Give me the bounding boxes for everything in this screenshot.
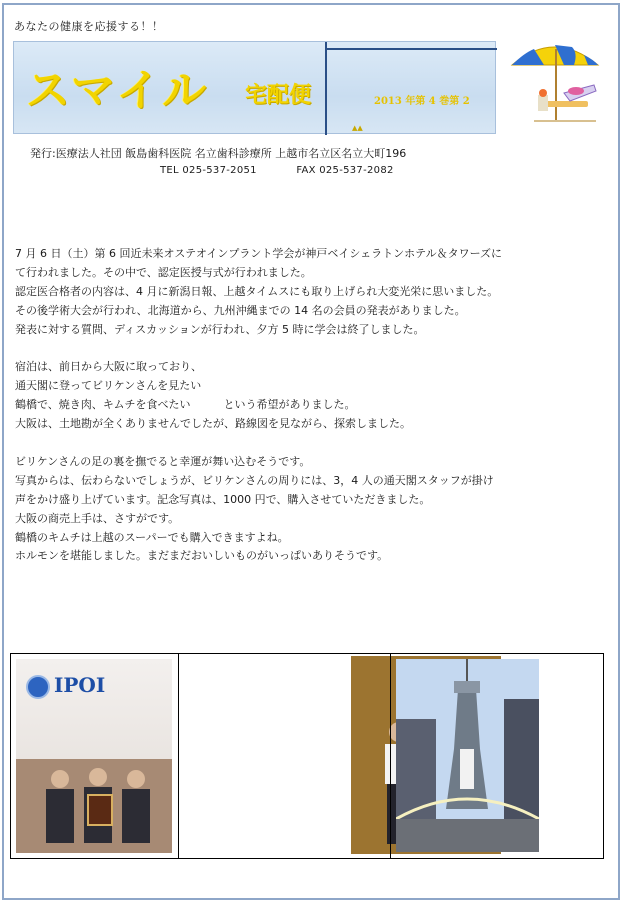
tagline: あなたの健康を応援する！！ (14, 20, 164, 33)
fax-number: FAX 025-537-2082 (296, 165, 394, 176)
publisher-line: 発行:医療法人社団 飯島歯科医院 名立歯科診療所 上越市名立区名立大町196 (30, 147, 407, 160)
tel-number: TEL 025-537-2051 (160, 165, 257, 176)
article-line: 写真からは、伝わらないでしょうが、ビリケンさんの周りには、3，4 人の通天閣スタッフが掛け (15, 473, 494, 487)
article-line: ホルモンを堪能しました。まだまだおいしいものがいっぱいありそうです。 (15, 549, 389, 563)
article-line: 認定医合格者の内容は、4 月に新潟日報、上越タイムスにも取り上げられ大変光栄に思いました。 (15, 284, 499, 298)
article-body (15, 245, 611, 566)
tsutenkaku-tower-photo (396, 659, 539, 852)
banner-horizontal-rule (327, 48, 497, 50)
beach-umbrella-illustration (504, 35, 604, 130)
issue-number: 2013 年第 4 巻第 2 (374, 96, 470, 107)
award-people-illustration (16, 659, 172, 853)
article-line: 宿泊は、前日から大阪に取っており、 (15, 360, 202, 374)
article-line: 発表に対する質問、ディスカッションが行われ、夕方 5 時に学会は終了しました。 (15, 322, 425, 336)
article-line: て行われました。その中で、認定医授与式が行われました。 (15, 265, 312, 279)
article-line: 大阪の商売上手は、さすがです。 (15, 511, 180, 525)
banner-mark: ▲▲ (352, 124, 363, 132)
paragraph-gap (15, 434, 611, 453)
article-line: ビリケンさんの足の裏を撫でると幸運が舞い込むそうです。 (15, 454, 311, 468)
photo-cell-tsutenkaku (390, 654, 603, 858)
article-line: その後学術大会が行われ、北海道から、九州沖縄までの 14 名の会員の発表がありました。 (15, 303, 466, 317)
masthead-banner (13, 41, 496, 134)
ipoi-logo: IPOI (26, 673, 105, 699)
article-line: 通天閣に登ってビリケンさんを見たい (15, 379, 202, 393)
newsletter-title: スマイル (26, 65, 209, 116)
photo-cell-award (11, 654, 178, 858)
newsletter-subtitle: 宅配便 (245, 83, 312, 108)
contact-info (160, 165, 430, 176)
article-line: 声をかけ盛り上げています。記念写真は、1000 円で、購入させていただきました。 (15, 492, 431, 506)
award-ceremony-photo (16, 659, 172, 853)
article-line: 7 月 6 日（土）第 6 回近未来オステオインプラント学会が神戸ベイシェラトンホテル＆タワーズに (15, 247, 503, 260)
photo-table (10, 653, 604, 859)
tsutenkaku-illustration (396, 659, 539, 852)
article-line: 鶴橋のキムチは上越のスーパーでも購入できますよね。 (15, 530, 289, 544)
paragraph-gap (15, 340, 611, 359)
article-line: 鶴橋で、焼き肉、キムチを食べたい という希望がありました。 (15, 398, 356, 412)
banner-vertical-rule (325, 42, 327, 135)
photo-cell-billiken (178, 654, 389, 858)
article-line: 大阪は、土地勘が全くありませんでしたが、路線図を見ながら、探索しました。 (15, 417, 411, 431)
